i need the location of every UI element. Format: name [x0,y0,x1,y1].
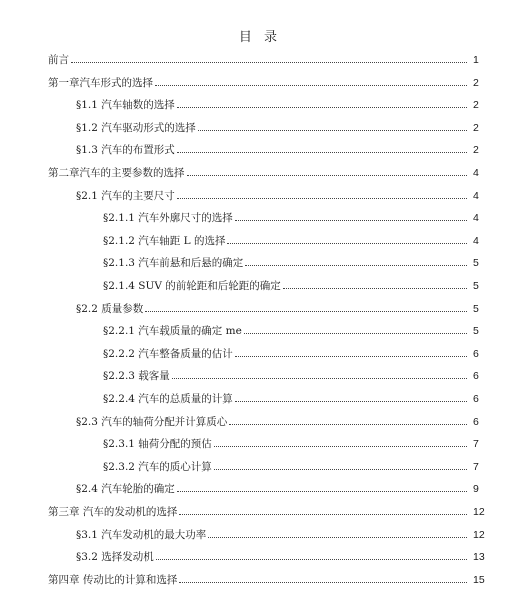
toc-entry [103,229,479,247]
toc-entry-label: §2.2.2 汽车整备质量的估计 [103,347,233,360]
toc-entry-label: §2.2 质量参数 [76,302,144,315]
toc-leader [179,514,467,515]
toc-entry-page: 4 [473,234,479,247]
toc-entry-label: §1.3 汽车的布置形式 [76,144,175,157]
toc-leader [198,130,467,131]
toc-entry-label: §3.1 汽车发动机的最大功率 [76,528,207,541]
toc-entry [48,568,485,586]
toc-entry-page: 2 [473,121,479,134]
toc-entry-page: 12 [473,506,485,518]
toc-leader [177,107,467,108]
toc-entry [76,297,479,315]
toc-leader [245,265,467,266]
toc-leader [244,333,467,334]
toc-leader [179,582,467,583]
toc-entry-page: 4 [473,167,479,179]
toc-entry-label: §2.1.4 SUV 的前轮距和后轮距的确定 [103,280,281,292]
toc-entry-page: 6 [473,347,479,360]
toc-leader [177,198,467,199]
toc-entry-label: §1.2 汽车驱动形式的选择 [76,121,196,134]
toc-entry-page: 2 [473,76,479,89]
toc-entry [76,477,479,496]
toc-entry-label: 前言 [48,54,69,66]
toc-entry [76,93,479,112]
toc-entry [103,364,479,383]
toc-entry [76,184,479,202]
toc-entry-label: §2.2.4 汽车的总质量的计算 [103,393,233,405]
toc-entry [103,206,479,225]
toc-leader [235,356,467,357]
toc-entry-label: §3.2 选择发动机 [76,551,154,564]
toc-entry-page: 6 [473,393,479,405]
toc-leader [208,537,467,538]
toc-entry-page: 15 [473,573,485,586]
toc-entry-label: 第二章汽车的主要参数的选择 [48,167,185,179]
toc-entry-page: 4 [473,189,479,202]
toc-entry-label: 第一章汽车形式的选择 [48,76,153,89]
toc-entry [48,500,485,518]
toc-leader [214,469,467,470]
toc-entry [76,138,479,157]
toc-entry [76,523,485,541]
toc-entry-label: §2.2.3 载客量 [103,370,170,383]
toc-entry-label: §2.4 汽车轮胎的确定 [76,483,175,496]
toc-leader [177,491,467,492]
toc-entry-page: 9 [473,483,479,496]
toc-entry [48,161,479,179]
toc-entry [103,274,479,292]
toc-entry-page: 5 [473,302,479,315]
toc-leader [235,220,467,221]
toc-entry [48,71,479,89]
toc-entry [103,319,479,338]
toc-entry-page: 13 [473,551,485,564]
toc-entry-page: 7 [473,460,479,473]
toc-entry-label: §2.1.3 汽车前悬和后悬的确定 [103,257,244,270]
toc-entry [76,545,485,564]
toc-entry-label: §2.3.2 汽车的质心计算 [103,460,212,473]
toc-entry-label: §2.3 汽车的轴荷分配并计算质心 [76,415,228,428]
toc-entry-page: 6 [473,370,479,383]
toc-entry-label: 第四章 传动比的计算和选择 [48,573,178,586]
toc-entry-page: 6 [473,415,479,428]
toc-leader [214,446,467,447]
toc-leader [156,559,467,560]
toc-entry-page: 2 [473,99,479,112]
toc-entry-page: 5 [473,325,479,338]
toc-entry-page: 5 [473,257,479,270]
toc-title: 目 录 [238,30,282,45]
toc-entry [103,387,479,405]
toc-entry-label: §1.1 汽车轴数的选择 [76,99,175,112]
toc-entry-label: 第三章 汽车的发动机的选择 [48,506,178,518]
toc-entry [76,410,479,428]
toc-leader [187,175,468,176]
toc-leader [71,62,467,63]
toc-entry [103,432,479,451]
toc-leader [145,311,467,312]
toc-entry [103,342,479,360]
toc-leader [229,424,467,425]
toc-entry [48,48,479,66]
toc-entry [76,116,479,134]
toc-leader [283,288,467,289]
toc-leader [227,243,467,244]
toc-entry-label: §2.1.1 汽车外廓尺寸的选择 [103,212,233,225]
toc-leader [155,85,467,86]
toc-leader [172,378,467,379]
toc-entry-page: 5 [473,280,479,292]
toc-entry-page: 2 [473,144,479,157]
toc-entry-label: §2.3.1 轴荷分配的预估 [103,438,212,451]
toc-entry-label: §2.2.1 汽车载质量的确定 me [103,325,242,338]
toc-entry [103,455,479,473]
toc-entry-page: 7 [473,438,479,451]
toc-entry [103,251,479,270]
toc-leader [235,401,467,402]
toc-entry-page: 12 [473,528,485,541]
toc-leader [177,152,467,153]
toc-entry-label: §2.1.2 汽车轴距 L 的选择 [103,234,226,247]
toc-entry-page: 1 [473,54,479,66]
toc-entry-page: 4 [473,212,479,225]
toc-entry-label: §2.1 汽车的主要尺寸 [76,189,175,202]
